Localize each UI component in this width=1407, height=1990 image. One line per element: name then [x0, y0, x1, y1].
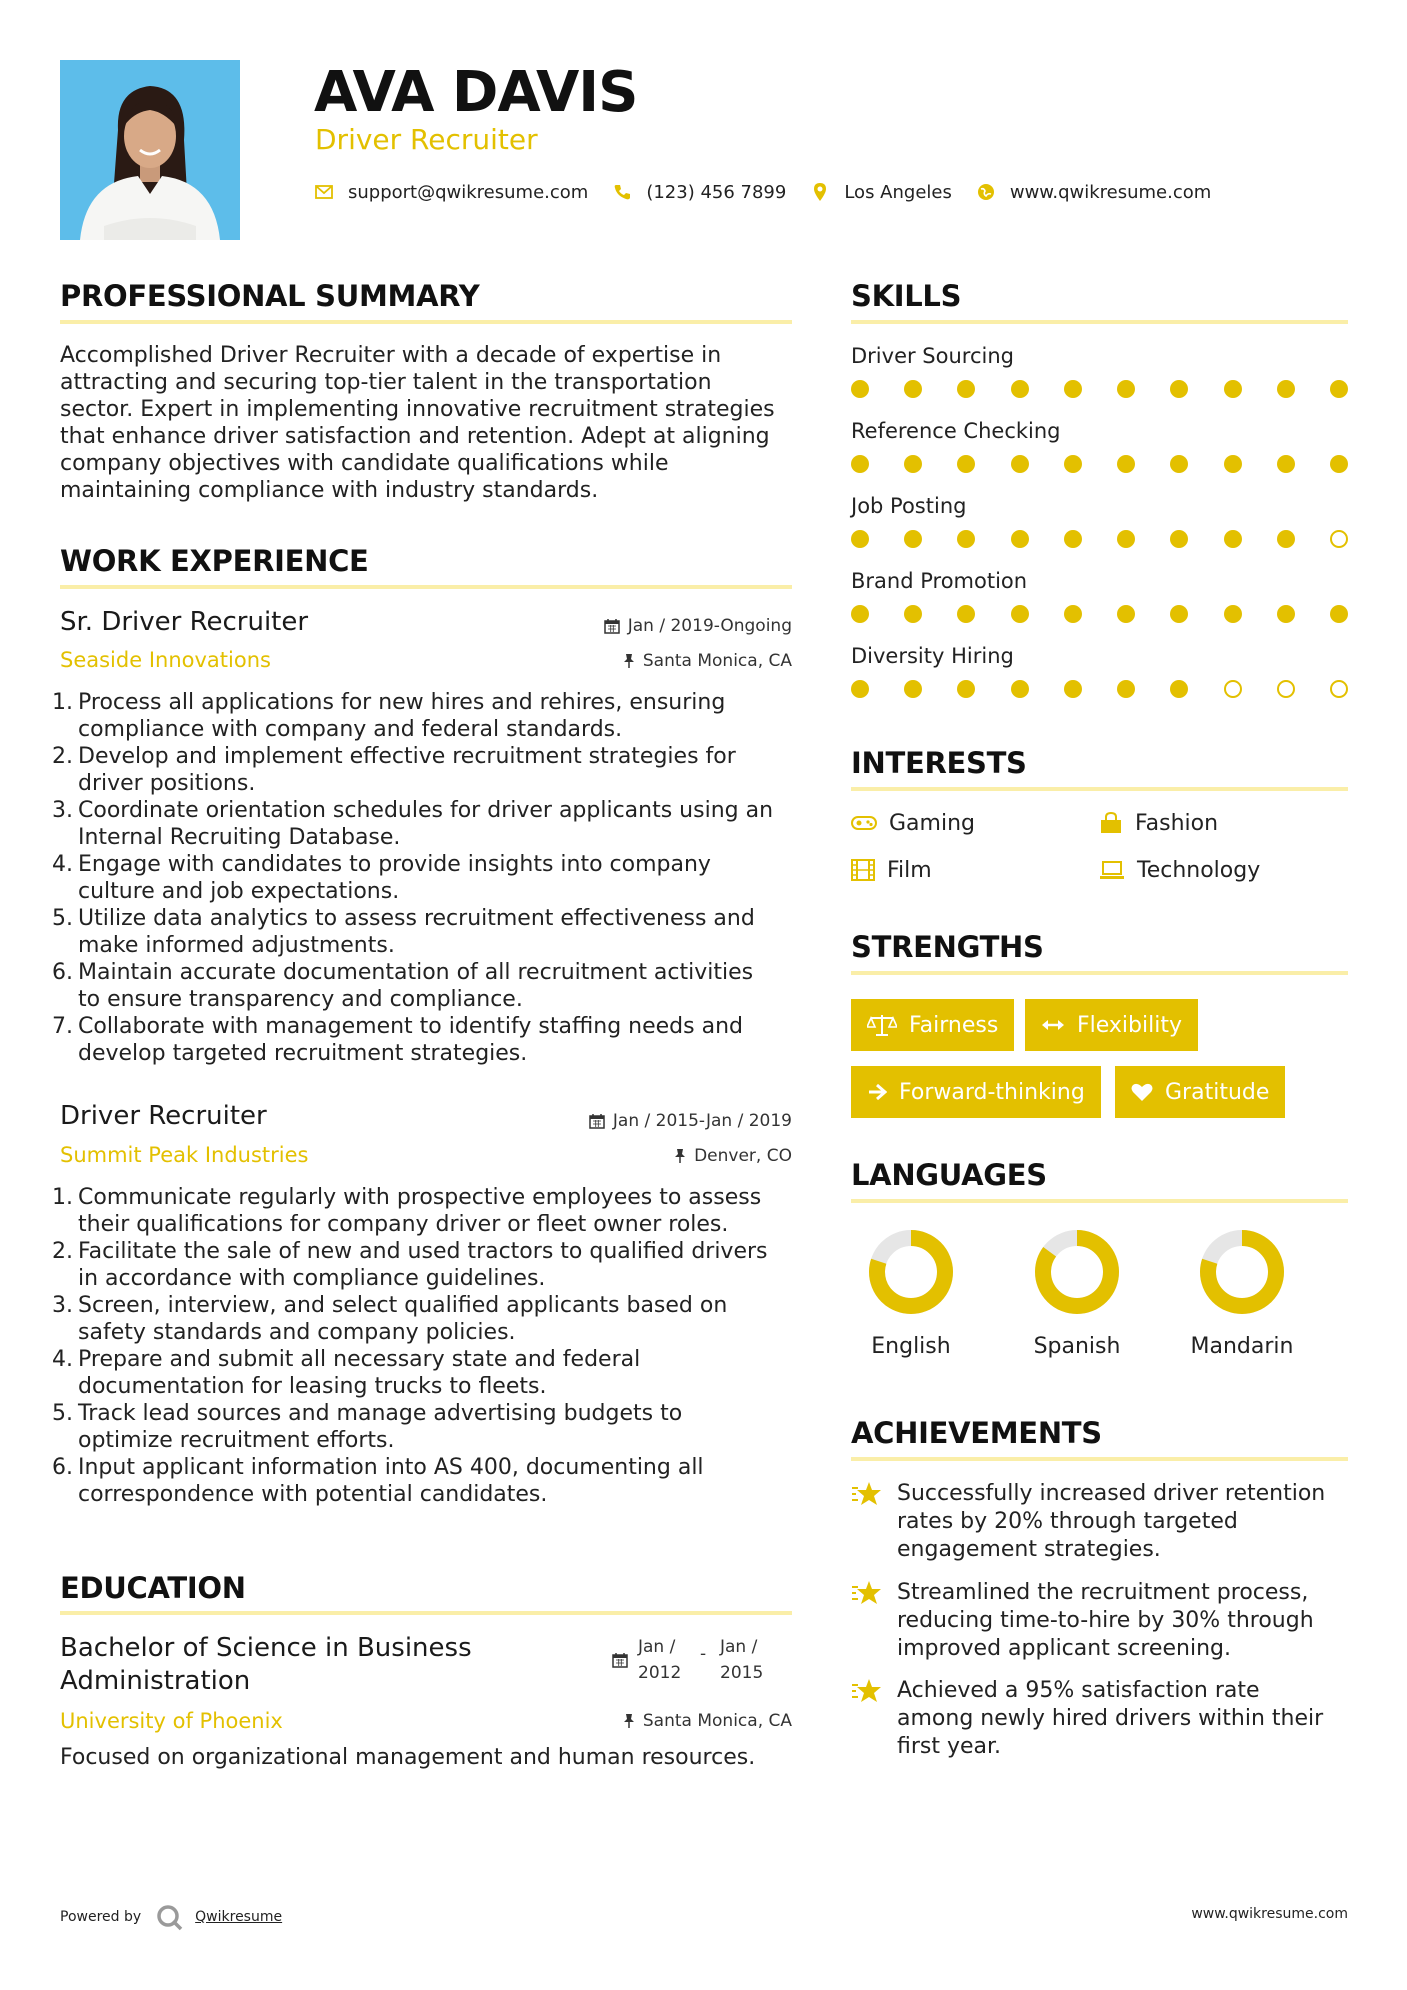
skill-rating [851, 453, 1348, 475]
language-level-ring [1177, 1222, 1307, 1322]
rating-dot-filled [1011, 380, 1029, 398]
qwikresume-link[interactable]: Qwikresume [195, 1909, 283, 1925]
arrow-right-icon [867, 1082, 887, 1102]
rating-dot-filled [851, 455, 869, 473]
globe-icon [976, 182, 996, 202]
rating-dot-filled [957, 455, 975, 473]
skill-row [851, 492, 1348, 567]
achievements-heading: ACHIEVEMENTS [851, 1416, 1102, 1450]
list-item: 4. Prepare and submit all necessary state and federal documentation for leasing trucks to fleets. [52, 1347, 641, 1399]
rating-dot-filled [1064, 530, 1082, 548]
language-name: English [871, 1334, 951, 1359]
email-link[interactable]: support@qwikresume.com [348, 181, 589, 203]
rating-dot-filled [1117, 530, 1135, 548]
rating-dot-empty [1330, 680, 1348, 698]
rating-dot-filled [1224, 530, 1242, 548]
language-name: Spanish [1033, 1334, 1121, 1359]
rating-dot-filled [1277, 530, 1295, 548]
rating-dot-filled [851, 380, 869, 398]
pushpin-icon [623, 653, 635, 669]
shopping-bag-icon [1099, 812, 1123, 834]
strengths-divider [851, 971, 1348, 975]
rating-dot-empty [1224, 680, 1242, 698]
skill-rating [851, 678, 1348, 700]
job-tasks [52, 689, 805, 1067]
achievements-divider [851, 1457, 1348, 1461]
rating-dot-filled [904, 455, 922, 473]
interest-fashion: Fashion [1099, 808, 1218, 838]
company-name: Seaside Innovations [60, 648, 271, 672]
list-item: 5. Track lead sources and manage advertising budgets to optimize recruitment efforts. [52, 1401, 683, 1453]
arrows-horizontal-icon [1041, 1018, 1065, 1032]
footer-url[interactable]: www.qwikresume.com [1191, 1906, 1348, 1922]
calendar-icon [589, 1113, 605, 1129]
job-dates: Jan / 2015-Jan / 2019 [480, 1109, 792, 1133]
strength-chip: Gratitude [1115, 1066, 1285, 1118]
education-description: Focused on organizational management and human resources. [60, 1745, 756, 1770]
language-name: Mandarin [1190, 1334, 1294, 1359]
rating-dot-filled [957, 530, 975, 548]
summary-line: maintaining compliance with industry standards. [60, 478, 599, 503]
rating-dot-filled [1064, 680, 1082, 698]
interest-film: Film [851, 855, 932, 885]
location-text: Los Angeles [844, 181, 952, 203]
strength-chip: Flexibility [1025, 999, 1198, 1051]
skill-rating [851, 378, 1348, 400]
education-location: Santa Monica, CA [480, 1709, 792, 1733]
interest-technology: Technology [1099, 855, 1260, 885]
list-item: 3. Coordinate orientation schedules for driver applicants using an Internal Recruiting Database. [52, 798, 774, 850]
rating-dot-filled [851, 530, 869, 548]
rating-dot-filled [1277, 455, 1295, 473]
rating-dot-filled [957, 680, 975, 698]
skills-divider [851, 320, 1348, 324]
rating-dot-filled [957, 380, 975, 398]
rating-dot-filled [904, 530, 922, 548]
job-location: Denver, CO [480, 1144, 792, 1168]
star-icon [851, 1677, 883, 1705]
list-item: 2. Develop and implement effective recruitment strategies for driver positions. [52, 744, 736, 796]
strength-chip: Forward-thinking [851, 1066, 1101, 1118]
rating-dot-filled [1117, 680, 1135, 698]
list-item: 5. Utilize data analytics to assess recruitment effectiveness and make informed adjustments. [52, 906, 755, 958]
calendar-icon [604, 618, 620, 634]
summary-text [60, 342, 800, 504]
heart-icon [1131, 1082, 1153, 1102]
achievement-item: Achieved a 95% satisfaction rate among newly hired drivers within their first year. [851, 1677, 1323, 1761]
language-item [1177, 1222, 1307, 1359]
language-level-ring [846, 1222, 976, 1322]
education-divider [60, 1611, 792, 1615]
skill-name: Reference Checking [851, 419, 1061, 443]
rating-dot-filled [1224, 455, 1242, 473]
rating-dot-filled [1170, 455, 1188, 473]
language-level-ring [1012, 1222, 1142, 1322]
phone-number[interactable]: (123) 456 7899 [646, 181, 787, 203]
job-location: Santa Monica, CA [480, 649, 792, 673]
education-heading: EDUCATION [60, 1571, 246, 1605]
summary-line: attracting and securing top-tier talent in the transportation [60, 370, 712, 395]
candidate-role: Driver Recruiter [315, 123, 538, 156]
rating-dot-filled [904, 680, 922, 698]
rating-dot-filled [1170, 380, 1188, 398]
laptop-icon [1099, 860, 1125, 880]
list-item: 2. Facilitate the sale of new and used tractors to qualified drivers in accordance with compliance guidelines. [52, 1239, 768, 1291]
interests-divider [851, 787, 1348, 791]
skill-name: Job Posting [851, 494, 967, 518]
strength-chip: Fairness [851, 999, 1014, 1051]
summary-divider [60, 320, 792, 324]
rating-dot-empty [1330, 530, 1348, 548]
rating-dot-filled [1330, 605, 1348, 623]
skill-name: Driver Sourcing [851, 344, 1014, 368]
strengths-heading: STRENGTHS [851, 930, 1044, 964]
summary-line: that enhance driver satisfaction and retention. Adept at aligning [60, 424, 770, 449]
film-icon [851, 859, 875, 881]
rating-dot-filled [1064, 455, 1082, 473]
languages-list [851, 1222, 1348, 1372]
summary-line: company objectives with candidate qualifications while [60, 451, 669, 476]
rating-dot-filled [1330, 380, 1348, 398]
star-icon [851, 1579, 883, 1607]
phone-icon [612, 182, 632, 202]
list-item: 1. Process all applications for new hires and rehires, ensuring compliance with company and federal standards. [52, 690, 726, 742]
calendar-icon [612, 1652, 628, 1668]
skill-row [851, 342, 1348, 417]
qwikresume-logo-icon [155, 1903, 183, 1931]
rating-dot-filled [1277, 605, 1295, 623]
rating-dot-filled [1117, 455, 1135, 473]
location-pin-icon [810, 182, 830, 202]
job-dates: Jan / 2019-Ongoing [480, 614, 792, 638]
rating-dot-filled [1224, 605, 1242, 623]
rating-dot-filled [1224, 380, 1242, 398]
achievement-item: Successfully increased driver retention rates by 20% through targeted engagement strategies. [851, 1480, 1325, 1564]
skill-row [851, 642, 1348, 717]
school-name: University of Phoenix [60, 1709, 283, 1733]
website-link[interactable]: www.qwikresume.com [1009, 181, 1212, 203]
language-item [846, 1222, 976, 1359]
degree-title: Bachelor of Science in Business Administration [60, 1633, 472, 1696]
languages-heading: LANGUAGES [851, 1158, 1047, 1192]
list-item: 6. Input applicant information into AS 400, documenting all correspondence with potential candidates. [52, 1455, 704, 1507]
rating-dot-filled [1064, 605, 1082, 623]
job-title: Sr. Driver Recruiter [60, 607, 309, 637]
gamepad-icon [851, 815, 877, 831]
rating-dot-filled [1011, 455, 1029, 473]
skill-rating [851, 528, 1348, 550]
skills-list [851, 342, 1348, 717]
profile-photo [60, 60, 240, 240]
list-item: 6. Maintain accurate documentation of all recruitment activities to ensure transparency and compliance. [52, 960, 754, 1012]
experience-divider [60, 585, 792, 589]
pushpin-icon [623, 1713, 635, 1729]
skill-name: Brand Promotion [851, 569, 1028, 593]
pushpin-icon [674, 1148, 686, 1164]
interests-heading: INTERESTS [851, 746, 1027, 780]
rating-dot-filled [1170, 680, 1188, 698]
rating-dot-filled [1011, 530, 1029, 548]
list-item: 4. Engage with candidates to provide insights into company culture and job expectations. [52, 852, 711, 904]
email-icon [314, 182, 334, 202]
rating-dot-filled [1277, 380, 1295, 398]
list-item: 7. Collaborate with management to identify staffing needs and develop targeted recruitment strategies. [52, 1014, 743, 1066]
rating-dot-empty [1277, 680, 1295, 698]
interest-gaming: Gaming [851, 808, 975, 838]
job-title: Driver Recruiter [60, 1101, 267, 1131]
skill-row [851, 417, 1348, 492]
rating-dot-filled [851, 680, 869, 698]
company-name: Summit Peak Industries [60, 1143, 309, 1167]
list-item: 1. Communicate regularly with prospective employees to assess their qualifications for company driver or fleet owner roles. [52, 1185, 762, 1237]
rating-dot-filled [1011, 605, 1029, 623]
languages-divider [851, 1199, 1348, 1203]
list-item: 3. Screen, interview, and select qualified applicants based on safety standards and company policies. [52, 1293, 728, 1345]
experience-heading: WORK EXPERIENCE [60, 544, 369, 578]
rating-dot-filled [851, 605, 869, 623]
contact-bar [314, 178, 1235, 206]
balance-scale-icon [867, 1013, 897, 1037]
rating-dot-filled [1117, 380, 1135, 398]
candidate-name: AVA DAVIS [314, 60, 638, 125]
summary-line: Accomplished Driver Recruiter with a decade of expertise in [60, 343, 722, 368]
job-tasks [52, 1184, 805, 1508]
rating-dot-filled [1117, 605, 1135, 623]
rating-dot-filled [1011, 680, 1029, 698]
skill-name: Diversity Hiring [851, 644, 1014, 668]
education-dates: Jan / 2012 - Jan / 2015 [612, 1634, 792, 1688]
summary-line: sector. Expert in implementing innovative recruitment strategies [60, 397, 775, 422]
rating-dot-filled [957, 605, 975, 623]
rating-dot-filled [1064, 380, 1082, 398]
footer-powered-by: Powered by Qwikresume [60, 1903, 282, 1931]
skill-rating [851, 603, 1348, 625]
rating-dot-filled [904, 605, 922, 623]
rating-dot-filled [1330, 455, 1348, 473]
skills-heading: SKILLS [851, 279, 962, 313]
rating-dot-filled [904, 380, 922, 398]
rating-dot-filled [1170, 530, 1188, 548]
star-icon [851, 1480, 883, 1508]
rating-dot-filled [1170, 605, 1188, 623]
summary-heading: PROFESSIONAL SUMMARY [60, 279, 480, 313]
skill-row [851, 567, 1348, 642]
achievement-item: Streamlined the recruitment process, reducing time-to-hire by 30% through improved applicant screening. [851, 1579, 1314, 1663]
language-item [1012, 1222, 1142, 1359]
